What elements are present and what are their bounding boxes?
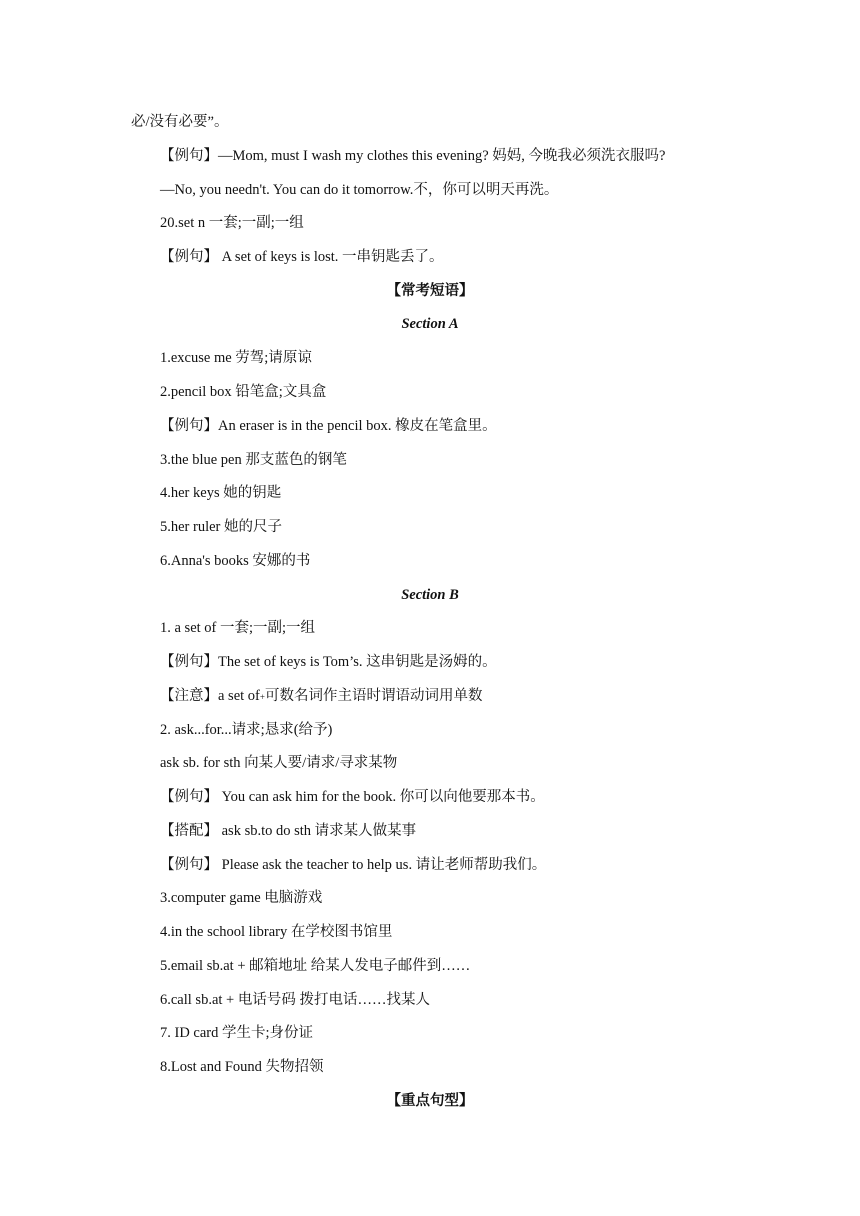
- note-line: [160, 686, 482, 707]
- phrase-item: 7. ID card 学生卡;身份证: [160, 1025, 314, 1041]
- vocab-item: 20.set n 一套;一副;一组: [160, 215, 304, 231]
- section-heading: 【常考短语】: [386, 283, 474, 299]
- phrase-item: 4.in the school library 在学校图书馆里: [160, 924, 393, 940]
- phrase-item: 1. a set of 一套;一副;一组: [160, 620, 316, 636]
- note-prefix: 【注意】a set of: [160, 688, 260, 704]
- phrase-item: 8.Lost and Found 失物招领: [160, 1059, 324, 1075]
- phrase-item: 2.pencil box 铅笔盒;文具盒: [160, 384, 327, 400]
- example-line: 【例句】—Mom, must I wash my clothes this evening? 妈妈, 今晚我必须洗衣服吗?: [160, 148, 666, 164]
- phrase-item: 1.excuse me 劳驾;请原谅: [160, 350, 312, 366]
- example-line: 【例句】 Please ask the teacher to help us. 请让老师帮助我们。: [160, 857, 547, 873]
- phrase-item: 4.her keys 她的钥匙: [160, 485, 282, 501]
- phrase-item: 2. ask...for...请求;恳求(给予): [160, 722, 333, 738]
- example-line: 【例句】 You can ask him for the book. 你可以向他要那本书。: [160, 789, 545, 805]
- phrase-item: 5.email sb.at + 邮箱地址 给某人发电子邮件到……: [160, 958, 471, 974]
- example-line: 【例句】The set of keys is Tom’s. 这串钥匙是汤姆的。: [160, 654, 497, 670]
- phrase-item: 6.Anna's books 安娜的书: [160, 553, 311, 569]
- phrase-item: 5.her ruler 她的尺子: [160, 519, 283, 535]
- text-line: ask sb. for sth 向某人要/请求/寻求某物: [160, 755, 398, 771]
- example-line: 【例句】 A set of keys is lost. 一串钥匙丢了。: [160, 249, 444, 265]
- text-line: 必/没有必要”。: [131, 114, 229, 130]
- subsection-title: Section A: [401, 316, 459, 332]
- note-mark: +: [259, 692, 265, 702]
- section-heading: 【重点句型】: [386, 1093, 474, 1109]
- phrase-item: 6.call sb.at + 电话号码 拨打电话……找某人: [160, 992, 430, 1008]
- example-line: 【例句】An eraser is in the pencil box. 橡皮在笔盒里。: [160, 418, 497, 434]
- text-line: —No, you needn't. You can do it tomorrow.不，你可以明天再洗。: [160, 182, 559, 198]
- subsection-title: Section B: [401, 587, 459, 603]
- phrase-item: 3.computer game 电脑游戏: [160, 890, 323, 906]
- collocation-line: 【搭配】 ask sb.to do sth 请求某人做某事: [160, 823, 417, 839]
- phrase-item: 3.the blue pen 那支蓝色的钢笔: [160, 452, 347, 468]
- note-text: 可数名词作主语时谓语动词用单数: [264, 688, 483, 704]
